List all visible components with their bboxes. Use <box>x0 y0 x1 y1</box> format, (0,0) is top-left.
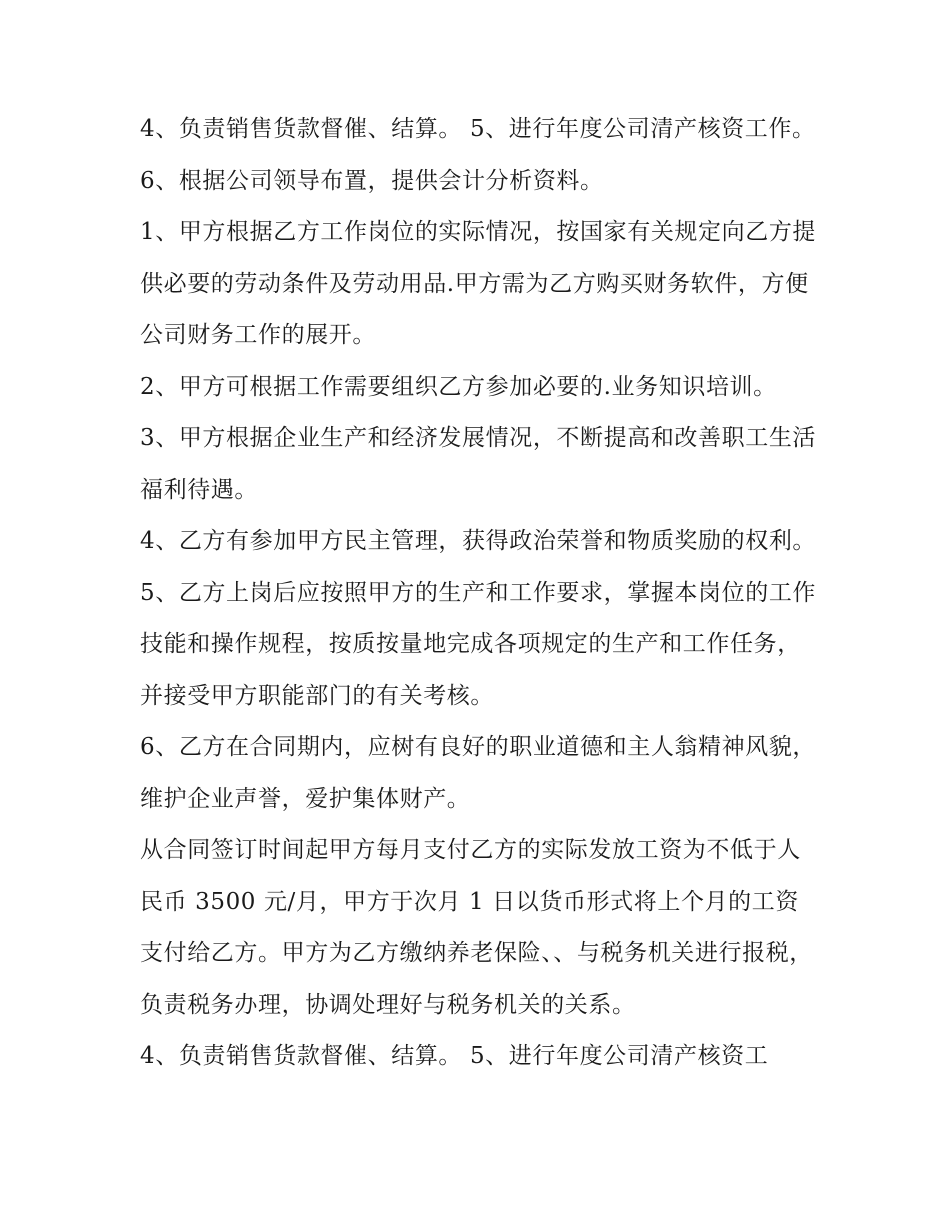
paragraph-duties-4-5-6: 4、负责销售货款督催、结算。 5、进行年度公司清产核资工作。 6、根据公司领导布置，提供会计分析资料。 <box>140 116 816 194</box>
paragraph-salary: 从合同签订时间起甲方每月支付乙方的实际发放工资为不低于人民币 3500 元/月，甲方于次月 1 日以货币形式将上个月的工资支付给乙方。甲方为乙方缴纳养老保险、、与税务机关进行报税，负责税务办理，协调处理好与税务机关的关系。 <box>140 837 813 1018</box>
paragraph-clause-1: 1、甲方根据乙方工作岗位的实际情况，按国家有关规定向乙方提供必要的劳动条件及劳动用品.甲方需为乙方购买财务软件，方便公司财务工作的展开。 <box>140 219 817 348</box>
paragraph-clause-3: 3、甲方根据企业生产和经济发展情况，不断提高和改善职工生活福利待遇。 <box>140 425 817 503</box>
paragraph-clause-6: 6、乙方在合同期内，应树有良好的职业道德和主人翁精神风貌，维护企业声誉，爱护集体财产。 <box>140 734 817 812</box>
paragraph-clause-2: 2、甲方可根据工作需要组织乙方参加必要的.业务知识培训。 <box>140 373 777 400</box>
document-body <box>140 104 820 1083</box>
paragraph-clause-5: 5、乙方上岗后应按照甲方的生产和工作要求，掌握本岗位的工作技能和操作规程，按质按量地完成各项规定的生产和工作任务，并接受甲方职能部门的有关考核。 <box>140 579 817 709</box>
paragraph-clause-4: 4、乙方有参加甲方民主管理，获得政治荣誉和物质奖励的权利。 <box>140 528 817 554</box>
paragraph-duties-repeat: 4、负责销售货款督催、结算。 5、进行年度公司清产核资工 <box>140 1043 769 1069</box>
